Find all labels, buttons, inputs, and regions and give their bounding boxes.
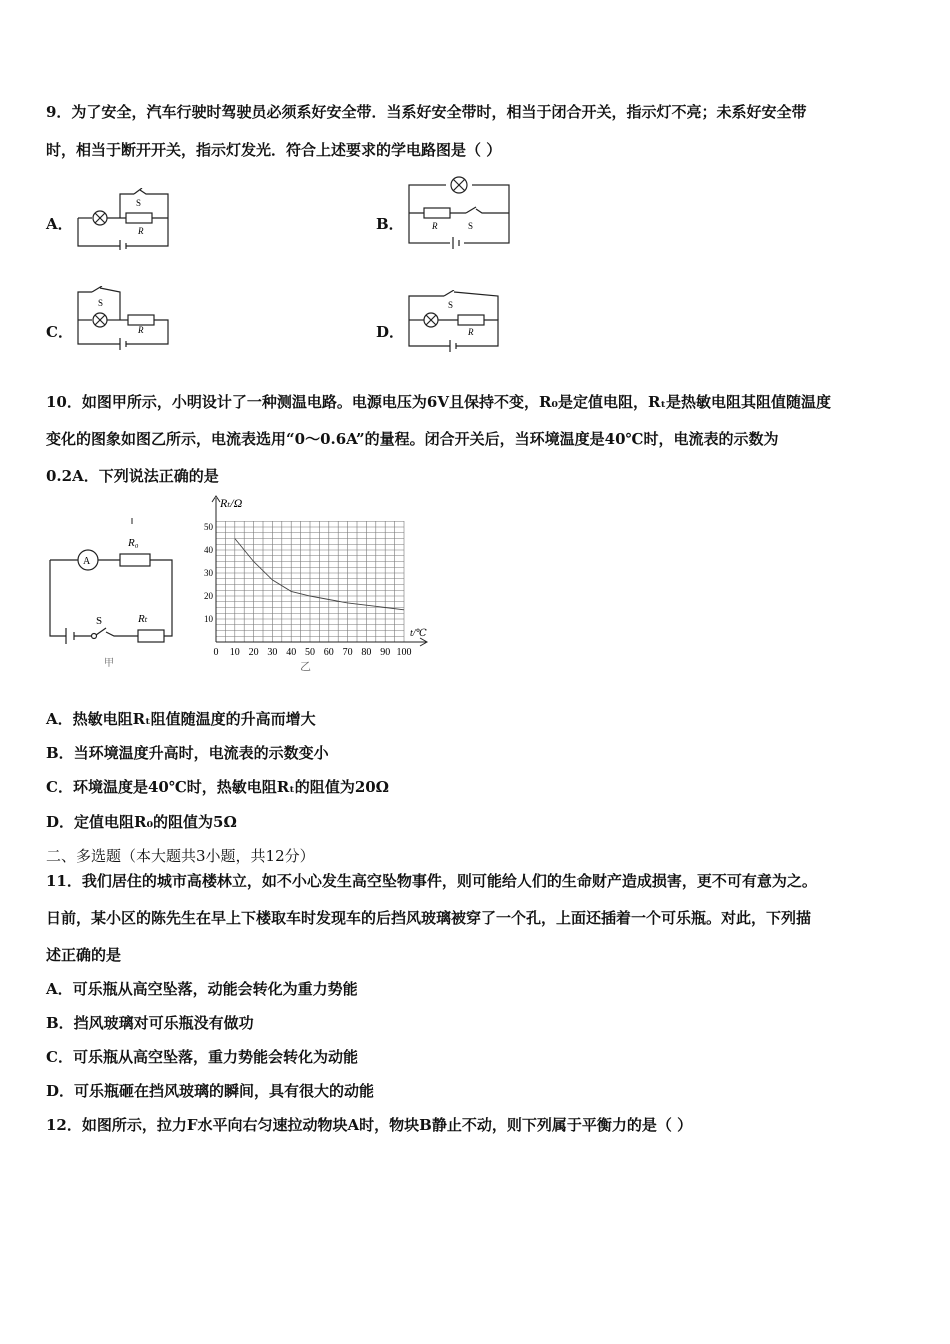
- q10-text-line1: 10．如图甲所示，小明设计了一种测温电路。电源电压为6V且保持不变，R₀是定值电阻，Rₜ是热敏电阻其阻值随温度: [46, 393, 832, 411]
- circuit-d-diagram: [406, 290, 506, 352]
- x-tick-label: 80: [361, 647, 372, 658]
- section-2-heading: 二、多选题（本大题共3小题，共12分）: [46, 847, 315, 865]
- q9-text-line2: 时，相当于断开开关，指示灯发光．符合上述要求的学电路图是（ ）: [46, 141, 502, 159]
- q10-text-line3: 0.2A．下列说法正确的是: [46, 467, 219, 485]
- resistor-icon: [126, 213, 152, 223]
- circuit-b-s-label: S: [468, 221, 474, 231]
- x-tick-label: 70: [342, 647, 353, 658]
- circuit-b-diagram: [406, 175, 516, 250]
- q11-text-line1: 11．我们居住的城市高楼林立，如不小心发生高空坠物事件，则可能给人们的生命财产造成损害，更不可有意为之。: [46, 872, 817, 890]
- circuit-a-s-label: S: [136, 198, 142, 208]
- figure-yi-caption: 乙: [300, 661, 311, 673]
- q9-option-b-label: B．: [376, 215, 404, 233]
- resistor-rt-icon: [138, 630, 164, 642]
- q12-text-line1: 12．如图所示，拉力F水平向右匀速拉动物块A时，物块B静止不动，则下列属于平衡力的是（ ）: [46, 1116, 693, 1134]
- circuit-c-r-label: R: [138, 325, 144, 335]
- q11-text-line2: 日前，某小区的陈先生在早上下楼取车时发现车的后挡风玻璃被穿了一个孔，上面还插着一个可乐瓶。对此，下列描: [46, 909, 812, 927]
- q11-option-c: C．可乐瓶从高空坠落，重力势能会转化为动能: [46, 1048, 358, 1066]
- circuit-d-r-label: R: [468, 327, 474, 337]
- switch-label: S: [96, 615, 103, 627]
- resistor-icon: [128, 315, 154, 325]
- x-tick-label: 20: [248, 647, 259, 658]
- circuit-c-diagram: [76, 286, 176, 350]
- y-tick-label: 20: [204, 591, 213, 601]
- q10-option-b: B．当环境温度升高时，电流表的示数变小: [46, 744, 329, 762]
- figure-jia-caption: 甲: [104, 658, 114, 668]
- x-tick-label: 100: [396, 647, 412, 658]
- y-axis-label: Rₜ/Ω: [220, 496, 243, 510]
- y-tick-label: 30: [204, 568, 213, 578]
- x-tick-label: 90: [380, 647, 391, 658]
- x-tick-label: 10: [229, 647, 240, 658]
- x-tick-label: 0: [213, 647, 219, 658]
- circuit-d-s-label: S: [448, 300, 454, 310]
- circuit-b-r-label: R: [432, 221, 438, 231]
- figure-yi-chart: [194, 494, 444, 676]
- q10-text-line2: 变化的图象如图乙所示，电流表选用“0～0.6A”的量程。闭合开关后，当环境温度是40℃时，电流表的示数为: [46, 430, 779, 448]
- x-tick-label: 40: [286, 647, 297, 658]
- resistor-icon: [458, 315, 484, 325]
- x-tick-label: 60: [323, 647, 334, 658]
- circuit-c-s-label: S: [98, 298, 104, 308]
- switch-icon: [96, 628, 106, 635]
- q10-option-a: A．热敏电阻Rₜ阻值随温度的升高而增大: [46, 710, 316, 728]
- q11-text-line3: 述正确的是: [46, 946, 122, 964]
- ammeter-label: A: [83, 556, 91, 567]
- q9-option-a-label: A．: [46, 215, 73, 233]
- q9-text-line1: 9．为了安全，汽车行驶时驾驶员必须系好安全带．当系好安全带时，相当于闭合开关，指示灯不亮；未系好安全带: [46, 103, 807, 121]
- x-axis-label: t/℃: [410, 628, 427, 639]
- rt-label: Rₜ: [138, 613, 148, 625]
- figure-jia-circuit: [42, 518, 182, 668]
- resistor-icon: [424, 208, 450, 218]
- circuit-a-diagram: [76, 188, 176, 250]
- resistor-r0-icon: [120, 554, 150, 566]
- q9-option-c-label: C．: [46, 323, 73, 341]
- q10-option-c: C．环境温度是40℃时，热敏电阻Rₜ的阻值为20Ω: [46, 778, 390, 796]
- y-tick-label: 50: [204, 522, 213, 532]
- r0-label: R₀: [128, 537, 139, 549]
- q11-option-d: D．可乐瓶砸在挡风玻璃的瞬间，具有很大的动能: [46, 1082, 375, 1100]
- q10-option-d: D．定值电阻R₀的阻值为5Ω: [46, 813, 237, 831]
- x-tick-label: 30: [267, 647, 278, 658]
- q11-option-b: B．挡风玻璃对可乐瓶没有做功: [46, 1014, 254, 1032]
- x-tick-label: 50: [305, 647, 315, 658]
- q9-option-d-label: D．: [376, 323, 405, 341]
- y-tick-label: 40: [204, 545, 213, 555]
- circuit-a-r-label: R: [138, 226, 144, 236]
- q11-option-a: A．可乐瓶从高空坠落，动能会转化为重力势能: [46, 980, 358, 998]
- y-tick-label: 10: [204, 614, 213, 624]
